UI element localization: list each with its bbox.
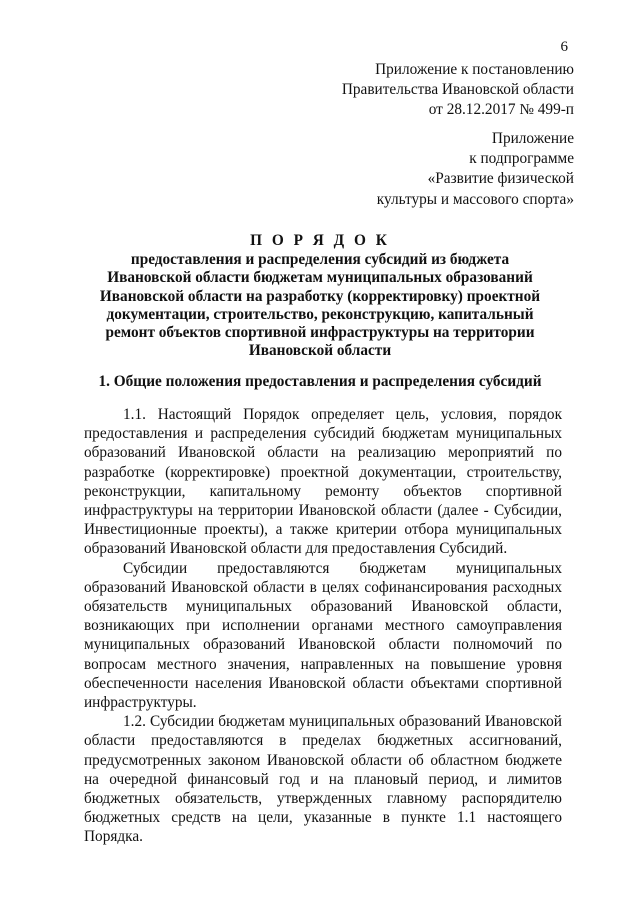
subtitle-line: Ивановской области bbox=[248, 342, 392, 360]
subtitle-line: Ивановской области бюджетам муниципальных образований bbox=[107, 269, 533, 287]
appendix-subprogram-line: к подпрограмме bbox=[469, 150, 574, 168]
document-title-block bbox=[70, 232, 570, 360]
appendix-resolution-line: Приложение к постановлению bbox=[375, 61, 574, 78]
subtitle-line: Ивановской области на разработку (корректировку) проектной bbox=[99, 287, 541, 305]
subtitle-line: ремонт объектов спортивной инфраструктуры на территории bbox=[105, 324, 535, 342]
appendix-resolution-line: Правительства Ивановской области bbox=[341, 81, 574, 99]
document-subtitle bbox=[70, 251, 570, 360]
appendix-subprogram-line: культуры и массового спорта» bbox=[376, 190, 574, 208]
appendix-subprogram-line: Приложение bbox=[491, 130, 574, 147]
paragraph-1-1: 1.1. Настоящий Порядок определяет цель, условия, порядок предоставления и распределения субсидий бюджетам муниципальных образований Ивановской области на реализацию мероприятий по разработке (корректировке) проектной документации, строительству, реконструкции, капитальному ремонту объектов спортивной инфраструктуры на территории Ивановской области (далее - Субсидии, Инвестиционные проекты), а также критерии отбора муниципальных образований Ивановской области для предоставления Субсидий. bbox=[84, 406, 562, 558]
appendix-subprogram-block bbox=[377, 129, 574, 210]
paragraph-subsidies: Субсидии предоставляются бюджетам муниципальных образований Ивановской области в целях софинансирования расходных обязательств муниципальных образований Ивановской области, возникающих при исполнении органами местного самоуправления муниципальных образований Ивановской области полномочий по вопросам местного значения, направленных на повышение уровня обеспеченности населения Ивановской области объектами спортивной инфраструктуры. bbox=[84, 559, 562, 712]
appendix-subprogram-line: «Развитие физической bbox=[427, 170, 574, 188]
section-heading: 1. Общие положения предоставления и распределения субсидий bbox=[98, 373, 542, 390]
appendix-resolution-line: от 28.12.2017 № 499-п bbox=[428, 101, 574, 119]
subtitle-line: предоставления и распределения субсидий из бюджета bbox=[130, 251, 510, 269]
page-number: 6 bbox=[560, 39, 568, 55]
document-title: П О Р Я Д О К bbox=[250, 232, 390, 249]
paragraph-1-2: 1.2. Субсидии бюджетам муниципальных образований Ивановской области предоставляются в пределах бюджетных ассигнований, предусмотренных законом Ивановской области об областном бюджете на очередной финансовый год и на плановый период, и лимитов бюджетных обязательств, утвержденных главному распорядителю бюджетных средств на цели, указанные в пункте 1.1 настоящего Порядка. bbox=[84, 713, 562, 846]
document-body bbox=[84, 405, 562, 847]
appendix-resolution-block bbox=[342, 60, 574, 121]
subtitle-line: документации, строительство, реконструкцию, капитальный bbox=[106, 305, 534, 323]
